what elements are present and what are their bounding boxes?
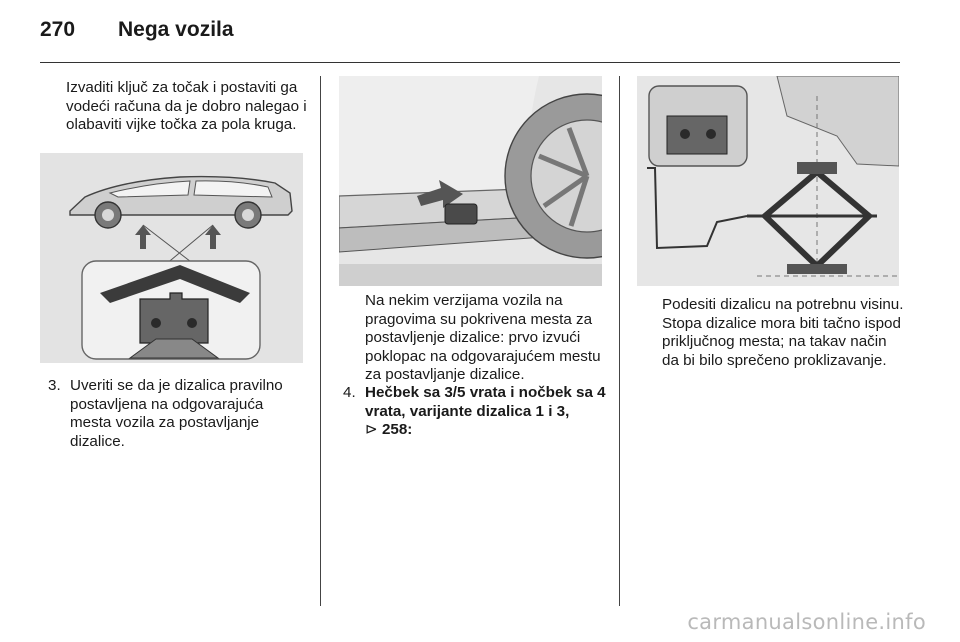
scissor-jack-figure [637,76,899,286]
triangle-right-icon: ⊳ [365,421,378,439]
watermark: carmanualsonline.info [687,610,926,634]
step-4-text [365,384,613,440]
sill-cover-figure [339,76,602,286]
column-divider-1 [320,76,321,606]
step-3-text: Uveriti se da je dizalica pravilno postavljena na odgovarajuća mesta vozila za postavljanje dizalice. [70,377,283,450]
step-4 [343,384,611,444]
intro-paragraph: Izvaditi ključ za točak i postaviti ga vodeći računa da je dobro nalegao i olabaviti vijke točka za pola kruga. [66,79,307,134]
step-3 [48,377,308,457]
car-jack-points-figure [40,153,303,363]
jack-height-paragraph: Podesiti dizalicu na potrebnu visinu. Stopa dizalice mora biti tačno ispod priključnog mesta; na takav način da bi bilo sprečeno proklizavanje. [662,296,904,369]
page-title: Nega vozila [118,18,234,41]
step-4-page-ref[interactable]: 258: [381,421,413,439]
step-4-label: Hečbek sa 3/5 vrata i nočbek sa 4 vrata, varijante dizalica 1 i 3, [365,384,606,420]
step-3-number: 3. [48,377,61,394]
header-rule [40,62,900,63]
page-number: 270 [40,18,76,41]
sill-cover-paragraph: Na nekim verzijama vozila na pragovima su pokrivena mesta za postavljenje dizalice: prvo izvući poklopac na odgovarajućem mestu za postavljanje dizalice. [365,292,601,384]
column-divider-2 [619,76,620,606]
step-4-number: 4. [343,384,356,401]
